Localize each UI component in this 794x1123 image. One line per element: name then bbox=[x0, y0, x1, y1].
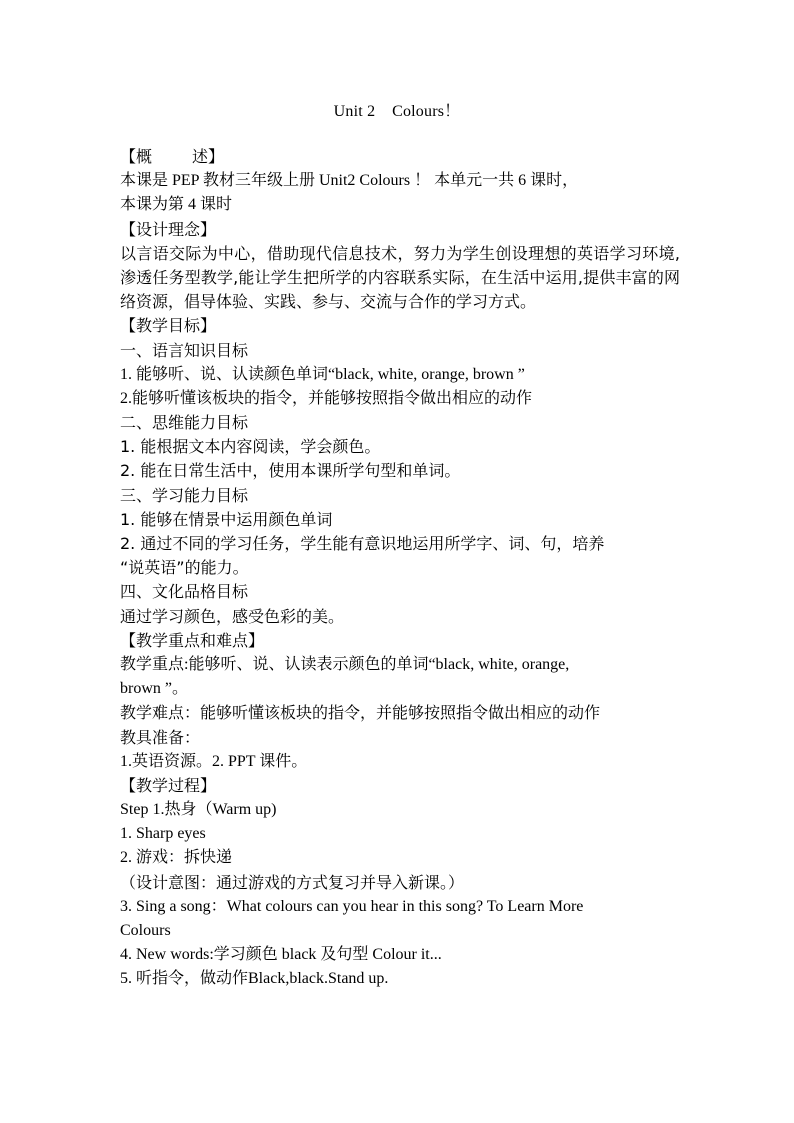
step1-item1: 1. Sharp eyes bbox=[120, 825, 206, 843]
design-heading: 【设计理念】 bbox=[120, 219, 217, 239]
step1-item3-line1: 3. Sing a song：What colours can you hear in this song? To Learn More bbox=[120, 897, 584, 915]
step1-item4: 4. New words:学习颜色 black 及句型 Colour it... bbox=[120, 946, 442, 964]
goal1-title: 一、语言知识目标 bbox=[120, 340, 249, 360]
materials-heading: 教具准备： bbox=[120, 727, 201, 747]
step1-title: Step 1.热身（Warm up) bbox=[120, 801, 277, 819]
goal3-item1: 1. 能够在情景中运用颜色单词 bbox=[120, 509, 333, 529]
document-title: Unit 2 Colours！ bbox=[333, 103, 461, 120]
goal3-title: 三、学习能力目标 bbox=[120, 485, 249, 505]
overview-heading-part1: 【概 bbox=[120, 147, 153, 166]
goal4-title: 四、文化品格目标 bbox=[120, 582, 249, 602]
keypoint-line2: brown ”。 bbox=[120, 680, 188, 698]
goal2-item2: 2. 能在日常生活中，使用本课所学句型和单词。 bbox=[120, 461, 461, 481]
goal2-title: 二、思维能力目标 bbox=[120, 413, 249, 433]
design-text: 以言语交际为中心，借助现代信息技术，努力为学生创设理想的英语学习环境,渗透任务型教学,能让学生把所学的内容联系实际，在生活中运用,提供丰富的网络资源，倡导体验、实践、参与、交流与合作的学习方式。 bbox=[120, 243, 680, 312]
goal3-item2-line1: 2. 通过不同的学习任务，学生能有意识地运用所学字、词、句，培养 bbox=[120, 534, 605, 554]
step1-item2: 2. 游戏：拆快递 bbox=[120, 849, 233, 867]
step1-note: （设计意图：通过游戏的方式复习并导入新课。） bbox=[120, 872, 465, 892]
overview-heading bbox=[120, 145, 680, 169]
goal2-item1: 1. 能根据文本内容阅读，学会颜色。 bbox=[120, 437, 381, 457]
process-heading: 【教学过程】 bbox=[120, 775, 217, 795]
difficulty: 教学难点：能够听懂该板块的指令，并能够按照指令做出相应的动作 bbox=[120, 703, 601, 723]
goal3-item2-line2: “说英语”的能力。 bbox=[120, 558, 249, 578]
overview-line-2: 本课为第 4 课时 bbox=[120, 196, 233, 214]
step1-item5: 5. 听指令，做动作Black,black.Stand up. bbox=[120, 970, 389, 988]
goals-heading: 【教学目标】 bbox=[120, 316, 217, 336]
goal4-text: 通过学习颜色，感受色彩的美。 bbox=[120, 606, 345, 626]
goal1-item2: 2.能够听懂该板块的指令，并能够按照指令做出相应的动作 bbox=[120, 389, 533, 407]
document-body bbox=[120, 145, 680, 992]
keypoint-line1: 教学重点:能够听、说、认读表示颜色的单词“black, white, orange, bbox=[120, 655, 570, 673]
keypoints-heading: 【教学重点和难点】 bbox=[120, 630, 265, 650]
goal1-item1: 1. 能够听、说、认读颜色单词“black, white, orange, brown ” bbox=[120, 365, 525, 383]
step1-item3-line2: Colours bbox=[120, 922, 171, 940]
overview-line-1: 本课是 PEP 教材三年级上册 Unit2 Colours ！ 本单元一共 6 课时， bbox=[120, 172, 579, 190]
overview-heading-part2: 述】 bbox=[192, 147, 225, 166]
materials-text: 1.英语资源。2. PPT 课件。 bbox=[120, 752, 308, 770]
